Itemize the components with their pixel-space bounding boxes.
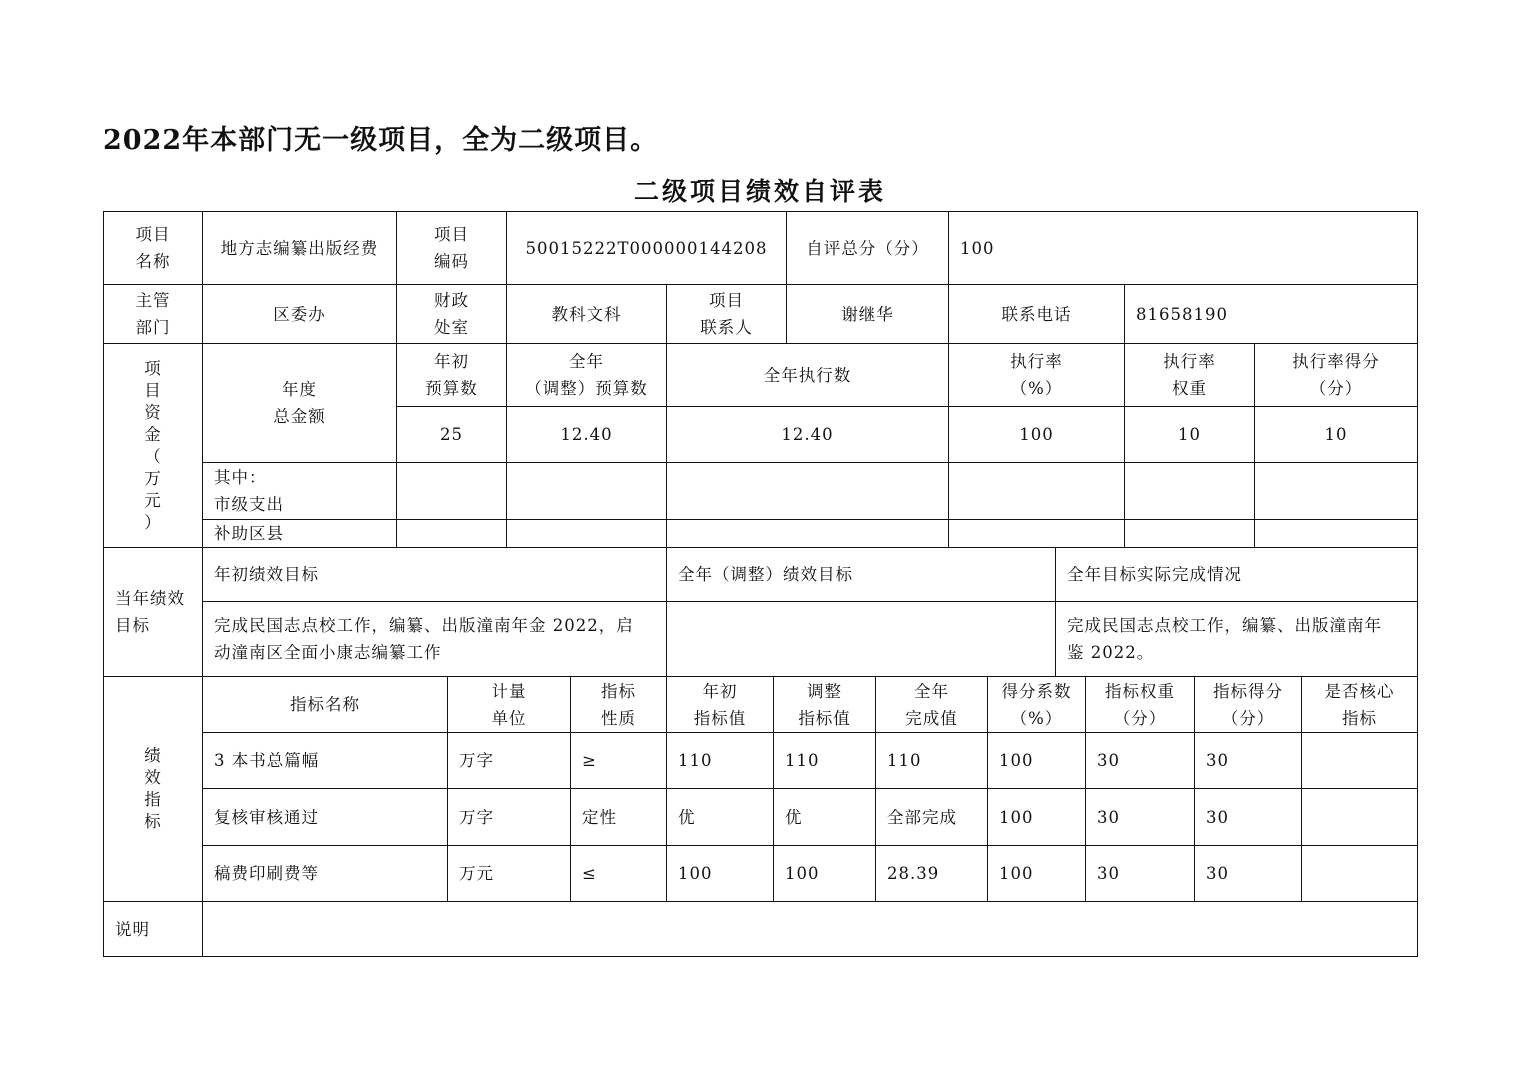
indicator-initial-cell: 优	[666, 788, 773, 845]
county-rate	[948, 519, 1124, 547]
indicator-name-cell: 稿费印刷费等	[202, 845, 447, 901]
project-name-label: 项目 名称	[103, 211, 202, 284]
indicator-header-unit: 计量 单位	[447, 676, 570, 732]
indicator-weight-cell: 30	[1085, 788, 1194, 845]
indicator-name-cell: 3 本书总篇幅	[202, 732, 447, 788]
notes-label: 说明	[103, 901, 202, 956]
municipal-expense-label: 其中： 市级支出	[202, 462, 396, 519]
header-executed: 全年执行数	[666, 343, 948, 406]
table-title: 二级项目绩效自评表	[633, 177, 886, 206]
header-rate-score: 执行率得分 （分）	[1254, 343, 1417, 406]
contact-value: 谢继华	[786, 284, 948, 343]
goals-side-label: 当年绩效 目标	[103, 547, 202, 676]
indicator-header-name: 指标名称	[202, 676, 447, 732]
self-score-value: 100	[948, 211, 1417, 284]
self-score-label: 自评总分（分）	[786, 211, 948, 284]
finance-office-value: 教科文科	[506, 284, 666, 343]
header-rate-weight: 执行率 权重	[1124, 343, 1254, 406]
header-initial-budget: 年初 预算数	[396, 343, 506, 406]
department-label: 主管 部门	[103, 284, 202, 343]
goal-initial-header: 年初绩效目标	[202, 547, 666, 601]
project-code-label: 项目 编码	[396, 211, 506, 284]
value-rate-score: 10	[1254, 406, 1417, 462]
indicators-side-label: 绩 效 指 标	[103, 676, 202, 901]
value-adjusted-budget: 12.40	[506, 406, 666, 462]
indicator-adjusted-cell: 110	[773, 732, 875, 788]
indicator-coef-cell: 100	[987, 732, 1085, 788]
notes-value	[202, 901, 1417, 956]
contact-label: 项目 联系人	[666, 284, 786, 343]
municipal-weight	[1124, 462, 1254, 519]
indicator-header-score: 指标得分 （分）	[1194, 676, 1301, 732]
indicator-header-adjusted: 调整 指标值	[773, 676, 875, 732]
county-score	[1254, 519, 1417, 547]
indicator-weight-cell: 30	[1085, 845, 1194, 901]
value-initial-budget: 25	[396, 406, 506, 462]
goal-actual-value: 完成民国志点校工作，编纂、出版潼南年 鉴 2022。	[1055, 601, 1417, 676]
indicator-header-core: 是否核心 指标	[1301, 676, 1417, 732]
goal-actual-header: 全年目标实际完成情况	[1055, 547, 1417, 601]
header-adjusted-budget: 全年 （调整）预算数	[506, 343, 666, 406]
indicator-core-cell	[1301, 845, 1417, 901]
indicator-weight-cell: 30	[1085, 732, 1194, 788]
funds-side-label: 项 目 资 金 （ 万 元 ）	[103, 343, 202, 547]
indicator-adjusted-cell: 优	[773, 788, 875, 845]
value-rate-weight: 10	[1124, 406, 1254, 462]
project-name-value: 地方志编纂出版经费	[202, 211, 396, 284]
department-value: 区委办	[202, 284, 396, 343]
indicator-actual-cell: 28.39	[875, 845, 987, 901]
performance-table	[103, 211, 1418, 957]
indicator-actual-cell: 110	[875, 732, 987, 788]
indicator-nature-cell: ≥	[570, 732, 666, 788]
county-executed	[666, 519, 948, 547]
county-adjusted	[506, 519, 666, 547]
county-weight	[1124, 519, 1254, 547]
project-code-value: 50015222T000000144208	[506, 211, 786, 284]
annual-total-label: 年度 总金额	[202, 343, 396, 462]
municipal-score	[1254, 462, 1417, 519]
indicator-actual-cell: 全部完成	[875, 788, 987, 845]
municipal-executed	[666, 462, 948, 519]
indicator-header-actual: 全年 完成值	[875, 676, 987, 732]
indicator-adjusted-cell: 100	[773, 845, 875, 901]
goal-adjusted-header: 全年（调整）绩效目标	[666, 547, 1055, 601]
indicator-unit-cell: 万元	[447, 845, 570, 901]
indicator-score-cell: 30	[1194, 788, 1301, 845]
county-initial	[396, 519, 506, 547]
indicator-header-weight: 指标权重 （分）	[1085, 676, 1194, 732]
indicator-core-cell	[1301, 788, 1417, 845]
municipal-initial	[396, 462, 506, 519]
indicator-coef-cell: 100	[987, 845, 1085, 901]
indicator-score-cell: 30	[1194, 732, 1301, 788]
goal-initial-value: 完成民国志点校工作，编纂、出版潼南年金 2022，启 动潼南区全面小康志编纂工作	[202, 601, 666, 676]
indicator-name-cell: 复核审核通过	[202, 788, 447, 845]
phone-label: 联系电话	[948, 284, 1124, 343]
indicator-unit-cell: 万字	[447, 732, 570, 788]
finance-office-label: 财政 处室	[396, 284, 506, 343]
county-subsidy-label: 补助区县	[202, 519, 396, 547]
goal-adjusted-value	[666, 601, 1055, 676]
municipal-adjusted	[506, 462, 666, 519]
indicator-header-nature: 指标 性质	[570, 676, 666, 732]
indicator-unit-cell: 万字	[447, 788, 570, 845]
indicator-header-coef: 得分系数 （%）	[987, 676, 1085, 732]
municipal-rate	[948, 462, 1124, 519]
indicator-core-cell	[1301, 732, 1417, 788]
indicator-nature-cell: ≤	[570, 845, 666, 901]
value-executed: 12.40	[666, 406, 948, 462]
indicator-nature-cell: 定性	[570, 788, 666, 845]
value-exec-rate: 100	[948, 406, 1124, 462]
indicator-initial-cell: 100	[666, 845, 773, 901]
indicator-initial-cell: 110	[666, 732, 773, 788]
header-exec-rate: 执行率 （%）	[948, 343, 1124, 406]
indicator-coef-cell: 100	[987, 788, 1085, 845]
page-heading: 2022年本部门无一级项目，全为二级项目。	[103, 125, 659, 156]
phone-value: 81658190	[1124, 284, 1417, 343]
indicator-score-cell: 30	[1194, 845, 1301, 901]
indicator-header-initial: 年初 指标值	[666, 676, 773, 732]
